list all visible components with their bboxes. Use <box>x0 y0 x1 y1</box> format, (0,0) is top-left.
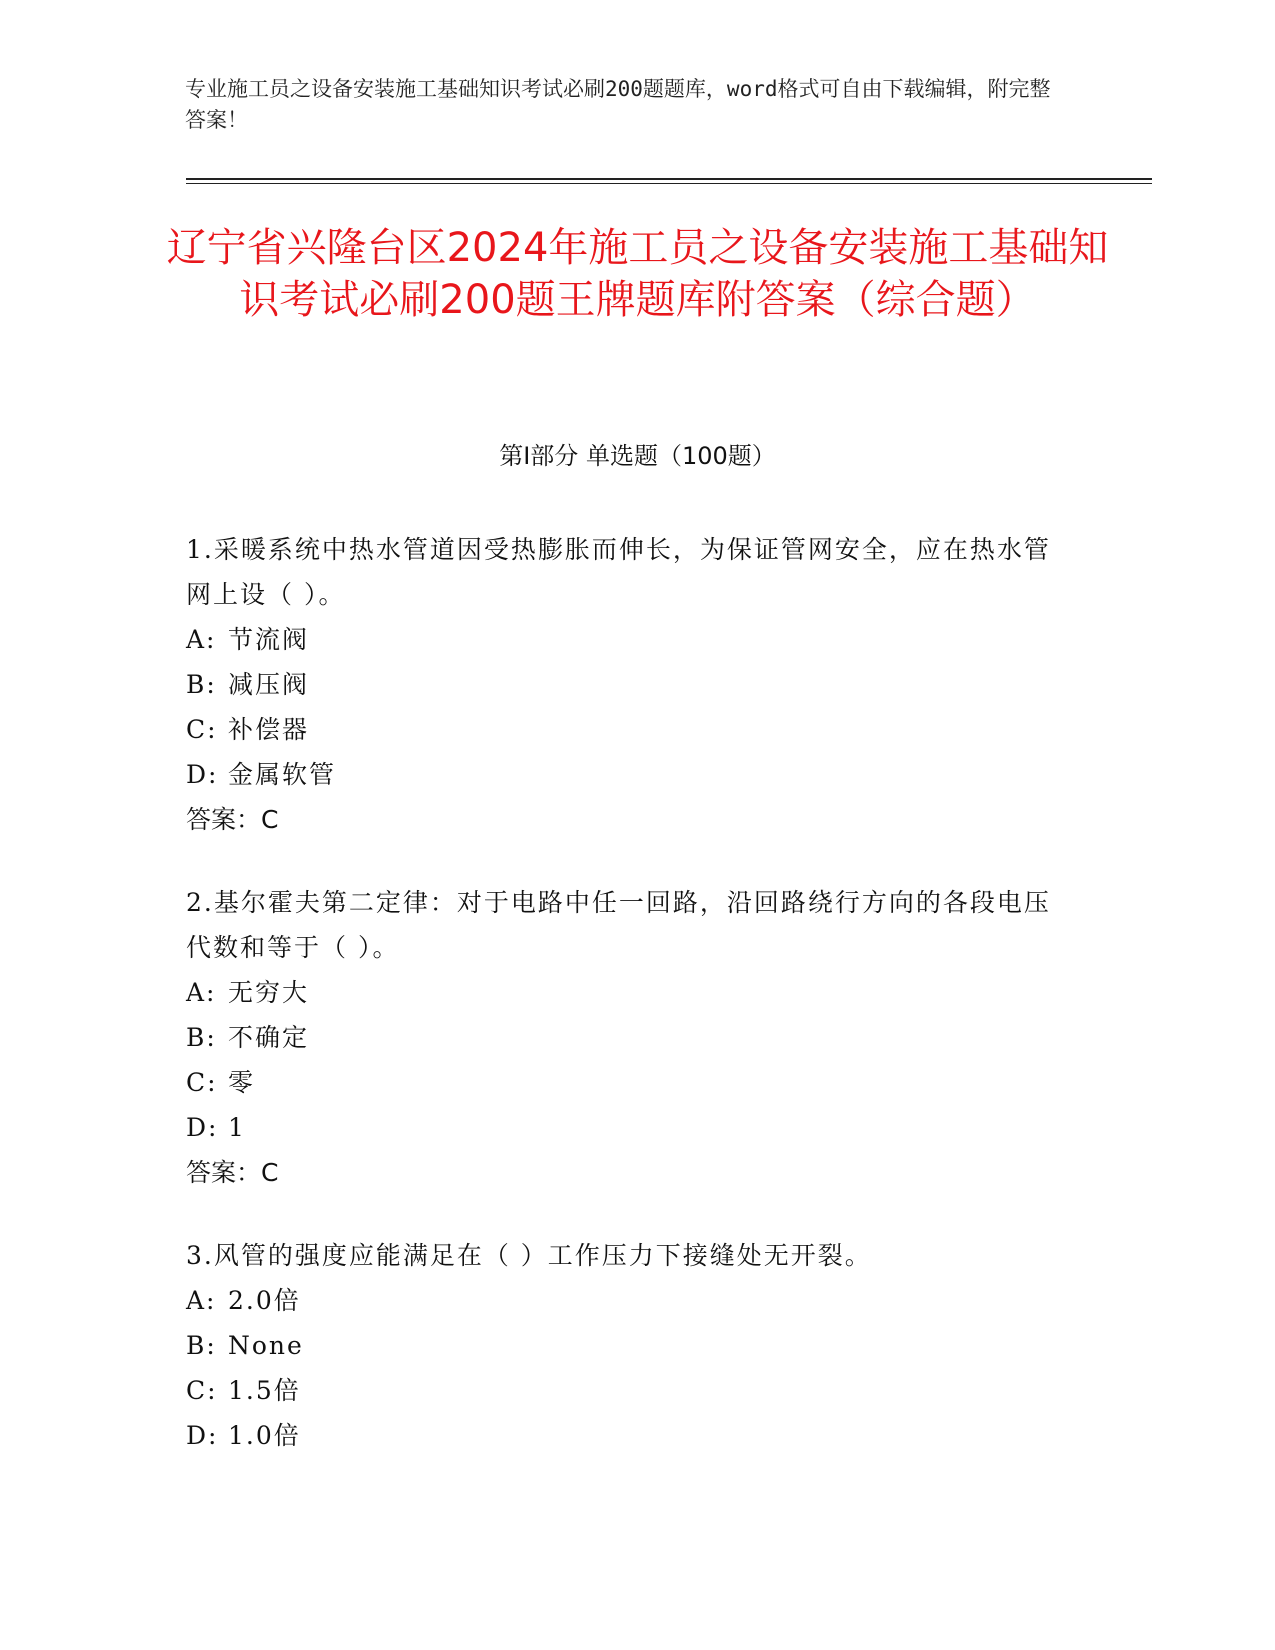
option-key: D: <box>186 1113 219 1142</box>
option-key: D: <box>186 760 219 789</box>
header-divider-thin <box>186 183 1152 184</box>
question-list <box>186 527 1066 1496</box>
option-a <box>186 617 1066 662</box>
header-note: 专业施工员之设备安装施工基础知识考试必刷200题题库，word格式可自由下载编辑，附完整答案！ <box>185 77 1051 132</box>
option-c <box>186 1060 1066 1105</box>
option-d <box>186 1413 1066 1458</box>
option-key: A: <box>186 978 217 1007</box>
option-key: D: <box>186 1421 219 1450</box>
option-key: C: <box>186 715 218 744</box>
option-text: 1.5倍 <box>228 1376 301 1405</box>
option-a <box>186 1278 1066 1323</box>
option-text: 2.0倍 <box>228 1286 301 1315</box>
option-key: A: <box>186 625 217 654</box>
option-key: C: <box>186 1068 218 1097</box>
option-text: None <box>228 1331 304 1360</box>
answer-line: 答案：C <box>186 1158 279 1187</box>
option-text: 金属软管 <box>228 760 337 789</box>
option-key: B: <box>186 1331 217 1360</box>
option-d <box>186 752 1066 797</box>
option-text: 节流阀 <box>228 625 310 654</box>
header-divider-thick <box>186 178 1152 180</box>
document-title: 辽宁省兴隆台区2024年施工员之设备安装施工基础知识考试必刷200题王牌题库附答案（综合题） <box>166 225 1109 323</box>
answer-line: 答案：C <box>186 805 279 834</box>
option-d <box>186 1105 1066 1150</box>
question-2 <box>186 880 1066 1195</box>
question-stem: 3.风管的强度应能满足在（ ）工作压力下接缝处无开裂。 <box>186 1241 872 1270</box>
option-key: C: <box>186 1376 218 1405</box>
option-text: 补偿器 <box>228 715 310 744</box>
option-key: A: <box>186 1286 217 1315</box>
option-key: B: <box>186 670 217 699</box>
option-b <box>186 1323 1066 1368</box>
option-text: 零 <box>228 1068 256 1097</box>
option-text: 不确定 <box>228 1023 310 1052</box>
option-c <box>186 1368 1066 1413</box>
option-text: 1.0倍 <box>228 1421 301 1450</box>
option-b <box>186 662 1066 707</box>
question-3 <box>186 1233 1066 1458</box>
option-text: 减压阀 <box>228 670 310 699</box>
option-a <box>186 970 1066 1015</box>
question-1 <box>186 527 1066 842</box>
option-text: 无穷大 <box>228 978 310 1007</box>
option-key: B: <box>186 1023 217 1052</box>
question-stem: 1.采暖系统中热水管道因受热膨胀而伸长，为保证管网安全，应在热水管网上设（ ）。 <box>186 535 1051 609</box>
option-b <box>186 1015 1066 1060</box>
option-text: 1 <box>228 1113 246 1142</box>
section-heading: 第I部分 单选题（100题） <box>499 442 776 470</box>
question-stem: 2.基尔霍夫第二定律：对于电路中任一回路，沿回路绕行方向的各段电压代数和等于（ ）。 <box>186 888 1051 962</box>
option-c <box>186 707 1066 752</box>
